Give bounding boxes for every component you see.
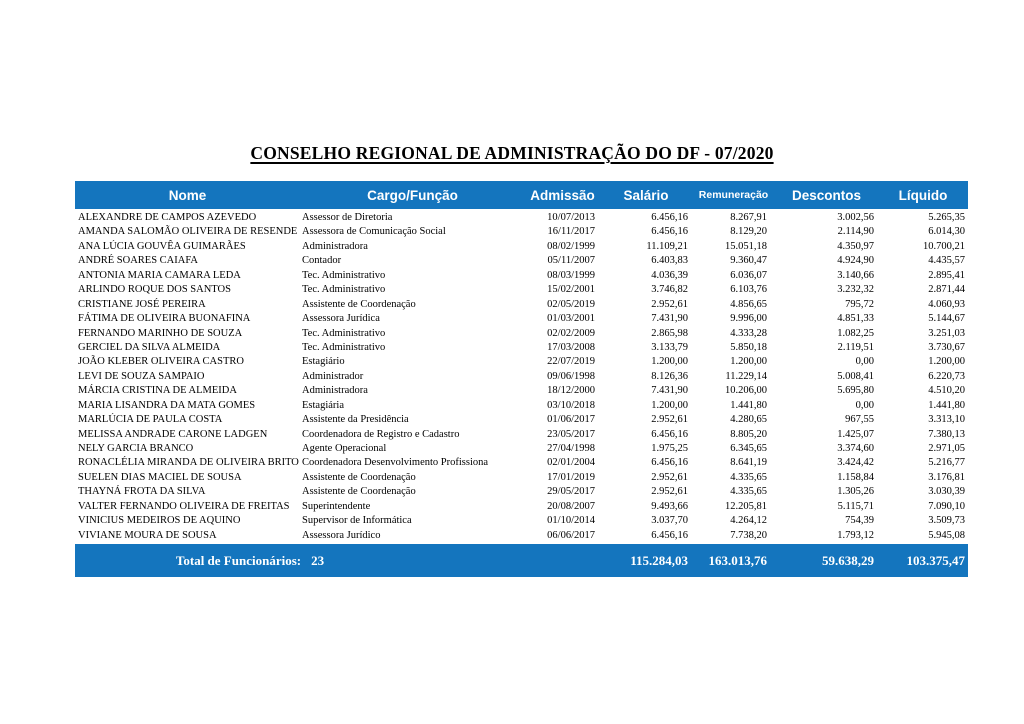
cell-descontos: 1.425,07 — [837, 428, 874, 440]
cell-admissao: 02/05/2019 — [547, 298, 595, 310]
table-row — [75, 399, 968, 413]
cell-descontos: 0,00 — [855, 399, 874, 411]
table-row — [75, 456, 968, 470]
cell-liquido: 4.510,20 — [928, 385, 965, 397]
cell-nome: ANDRÉ SOARES CAIAFA — [78, 255, 198, 267]
cell-cargo-funcao: Estagiário — [302, 356, 345, 368]
cell-remuneracao: 4.335,65 — [730, 486, 767, 498]
cell-nome: GERCIEL DA SILVA ALMEIDA — [78, 341, 221, 353]
cell-liquido: 3.251,03 — [928, 327, 965, 339]
cell-nome: THAYNÁ FROTA DA SILVA — [78, 486, 206, 498]
cell-nome: MARIA LISANDRA DA MATA GOMES — [78, 399, 256, 411]
cell-liquido: 2.895,41 — [928, 269, 965, 281]
cell-nome: VALTER FERNANDO OLIVEIRA DE FREITAS — [78, 500, 290, 512]
table-row — [75, 471, 968, 485]
cell-cargo-funcao: Assessora de Comunicação Social — [302, 226, 446, 238]
cell-nome: MELISSA ANDRADE CARONE LADGEN — [78, 428, 268, 440]
column-header-remuneracao: Remuneração — [698, 189, 769, 201]
cell-salario: 2.952,61 — [651, 486, 688, 498]
cell-cargo-funcao: Assistente de Coordenação — [302, 486, 416, 498]
column-header-nome: Nome — [168, 187, 207, 203]
table-row — [75, 428, 968, 442]
cell-cargo-funcao: Assistente de Coordenação — [302, 298, 416, 310]
cell-salario: 7.431,90 — [651, 385, 688, 397]
cell-descontos: 3.232,32 — [837, 284, 874, 296]
cell-admissao: 01/03/2001 — [547, 313, 595, 325]
cell-admissao: 03/10/2018 — [547, 399, 595, 411]
cell-liquido: 10.700,21 — [923, 240, 965, 252]
table-row — [75, 269, 968, 283]
cell-salario: 2.952,61 — [651, 414, 688, 426]
table-row — [75, 341, 968, 355]
cell-descontos: 754,39 — [845, 515, 874, 527]
cell-admissao: 05/11/2007 — [547, 255, 595, 267]
cell-cargo-funcao: Tec. Administrativo — [302, 327, 386, 339]
cell-admissao: 17/01/2019 — [547, 471, 595, 483]
cell-admissao: 09/06/1998 — [547, 370, 595, 382]
cell-admissao: 15/02/2001 — [547, 284, 595, 296]
cell-nome: ANTONIA MARIA CAMARA LEDA — [78, 269, 241, 281]
page-title: CONSELHO REGIONAL DE ADMINISTRAÇÃO DO DF - 07/2020 — [250, 143, 774, 163]
cell-liquido: 3.730,67 — [928, 341, 965, 353]
cell-salario: 4.036,39 — [651, 269, 688, 281]
cell-descontos: 2.114,90 — [837, 226, 874, 238]
cell-remuneracao: 1.200,00 — [730, 356, 767, 368]
cell-liquido: 3.313,10 — [928, 414, 965, 426]
footer-total-descontos: 59.638,29 — [822, 552, 874, 568]
cell-admissao: 27/04/1998 — [547, 443, 595, 454]
cell-descontos: 3.424,42 — [837, 457, 874, 469]
cell-nome: ALEXANDRE DE CAMPOS AZEVEDO — [78, 212, 257, 223]
cell-liquido: 5.945,08 — [928, 529, 965, 541]
cell-nome: VIVIANE MOURA DE SOUSA — [78, 529, 217, 541]
cell-liquido: 4.060,93 — [928, 298, 965, 310]
cell-remuneracao: 7.738,20 — [730, 529, 767, 541]
cell-admissao: 16/11/2017 — [547, 226, 595, 238]
total-funcionarios-label — [75, 553, 525, 569]
table-row — [75, 298, 968, 312]
cell-liquido: 2.871,44 — [928, 284, 965, 296]
cell-admissao: 17/03/2008 — [547, 341, 595, 353]
cell-salario: 7.431,90 — [651, 313, 688, 325]
cell-descontos: 795,72 — [845, 298, 874, 310]
cell-nome: AMANDA SALOMÃO OLIVEIRA DE RESENDE — [78, 226, 298, 238]
cell-nome: NELY GARCIA BRANCO — [78, 443, 194, 454]
table-row — [75, 500, 968, 514]
cell-admissao: 08/03/1999 — [547, 269, 595, 281]
cell-admissao: 18/12/2000 — [547, 385, 595, 397]
cell-descontos: 5.695,80 — [837, 385, 874, 397]
cell-admissao: 10/07/2013 — [547, 212, 595, 223]
cell-cargo-funcao: Assessora Jurídico — [302, 529, 381, 541]
cell-salario: 6.456,16 — [651, 529, 688, 541]
cell-nome: RONACLÉLIA MIRANDA DE OLIVEIRA BRITO — [78, 457, 299, 469]
cell-cargo-funcao: Assessor de Diretoria — [302, 212, 393, 223]
cell-admissao: 01/06/2017 — [547, 414, 595, 426]
table-row — [75, 211, 968, 225]
cell-liquido: 5.216,77 — [928, 457, 965, 469]
cell-cargo-funcao: Assistente da Presidência — [302, 414, 409, 426]
table-row — [75, 312, 968, 326]
cell-liquido: 3.030,39 — [928, 486, 965, 498]
cell-remuneracao: 8.641,19 — [730, 457, 767, 469]
cell-remuneracao: 6.103,76 — [730, 284, 767, 296]
cell-admissao: 02/01/2004 — [547, 457, 595, 469]
cell-descontos: 3.374,60 — [837, 443, 874, 454]
table-row — [75, 225, 968, 239]
cell-remuneracao: 5.850,18 — [730, 341, 767, 353]
cell-remuneracao: 4.335,65 — [730, 471, 767, 483]
table-body — [75, 211, 968, 543]
column-header-descontos: Descontos — [791, 187, 862, 203]
cell-nome: LEVI DE SOUZA SAMPAIO — [78, 370, 205, 382]
cell-liquido: 3.176,81 — [928, 471, 965, 483]
cell-remuneracao: 9.996,00 — [730, 313, 767, 325]
cell-liquido: 6.014,30 — [928, 226, 965, 238]
cell-liquido: 1.200,00 — [928, 356, 965, 368]
footer-total-liquido: 103.375,47 — [906, 552, 965, 568]
cell-nome: MARLÚCIA DE PAULA COSTA — [78, 414, 223, 426]
footer-total-remuneracao: 163.013,76 — [708, 552, 767, 568]
cell-remuneracao: 12.205,81 — [725, 500, 767, 512]
cell-salario: 1.975,25 — [651, 443, 688, 454]
table-row — [75, 413, 968, 427]
cell-cargo-funcao: Coordenadora de Registro e Cadastro — [302, 428, 460, 440]
cell-descontos: 4.350,97 — [837, 240, 874, 252]
cell-cargo-funcao: Supervisor de Informática — [302, 515, 412, 527]
table-footer-row — [75, 544, 968, 577]
cell-cargo-funcao: Administrador — [302, 370, 364, 382]
cell-liquido: 4.435,57 — [928, 255, 965, 267]
cell-remuneracao: 6.345,65 — [730, 443, 767, 454]
cell-remuneracao: 10.206,00 — [725, 385, 767, 397]
cell-descontos: 3.002,56 — [837, 212, 874, 223]
column-header-salario: Salário — [623, 187, 669, 203]
cell-remuneracao: 11.229,14 — [725, 370, 767, 382]
cell-cargo-funcao: Tec. Administrativo — [302, 341, 386, 353]
cell-salario: 2.952,61 — [651, 471, 688, 483]
cell-cargo-funcao: Estagiária — [302, 399, 344, 411]
cell-liquido: 3.509,73 — [928, 515, 965, 527]
cell-admissao: 29/05/2017 — [547, 486, 595, 498]
footer-total-salario: 115.284,03 — [630, 552, 688, 568]
cell-cargo-funcao: Administradora — [302, 240, 368, 252]
cell-admissao: 01/10/2014 — [547, 515, 595, 527]
cell-salario: 9.493,66 — [651, 500, 688, 512]
table-row — [75, 240, 968, 254]
table-row — [75, 442, 968, 456]
cell-cargo-funcao: Administradora — [302, 385, 368, 397]
cell-salario: 1.200,00 — [651, 356, 688, 368]
cell-salario: 2.952,61 — [651, 298, 688, 310]
cell-liquido: 1.441,80 — [928, 399, 965, 411]
cell-descontos: 2.119,51 — [837, 341, 874, 353]
cell-nome: CRISTIANE JOSÉ PEREIRA — [78, 298, 206, 310]
cell-remuneracao: 9.360,47 — [730, 255, 767, 267]
cell-nome: ARLINDO ROQUE DOS SANTOS — [78, 284, 231, 296]
cell-remuneracao: 4.264,12 — [730, 515, 767, 527]
cell-salario: 8.126,36 — [651, 370, 688, 382]
cell-liquido: 5.265,35 — [928, 212, 965, 223]
table-row — [75, 384, 968, 398]
cell-cargo-funcao: Tec. Administrativo — [302, 284, 386, 296]
cell-cargo-funcao: Tec. Administrativo — [302, 269, 386, 281]
table-header-row — [75, 181, 968, 209]
cell-remuneracao: 4.280,65 — [730, 414, 767, 426]
cell-admissao: 08/02/1999 — [547, 240, 595, 252]
cell-remuneracao: 8.129,20 — [730, 226, 767, 238]
payroll-table — [75, 181, 968, 577]
cell-nome: FERNANDO MARINHO DE SOUZA — [78, 327, 243, 339]
cell-remuneracao: 1.441,80 — [730, 399, 767, 411]
cell-nome: JOÃO KLEBER OLIVEIRA CASTRO — [78, 356, 244, 368]
table-row — [75, 283, 968, 297]
cell-salario: 6.456,16 — [651, 457, 688, 469]
cell-cargo-funcao: Assessora Jurídica — [302, 313, 380, 325]
cell-remuneracao: 15.051,18 — [725, 240, 767, 252]
cell-cargo-funcao: Assistente de Coordenação — [302, 471, 416, 483]
total-funcionarios-count: 23 — [311, 552, 325, 568]
table-row — [75, 514, 968, 528]
cell-remuneracao: 8.267,91 — [730, 212, 767, 223]
cell-cargo-funcao: Agente Operacional — [302, 443, 387, 454]
cell-remuneracao: 4.856,65 — [730, 298, 767, 310]
cell-salario: 3.133,79 — [651, 341, 688, 353]
cell-remuneracao: 6.036,07 — [730, 269, 767, 281]
column-header-liquido: Líquido — [898, 187, 948, 203]
cell-salario: 3.037,70 — [651, 515, 688, 527]
cell-descontos: 3.140,66 — [837, 269, 874, 281]
cell-admissao: 06/06/2017 — [547, 529, 595, 541]
cell-descontos: 0,00 — [855, 356, 874, 368]
cell-liquido: 2.971,05 — [928, 443, 965, 454]
cell-admissao: 02/02/2009 — [547, 327, 595, 339]
column-header-cargo-funcao: Cargo/Função — [367, 187, 458, 203]
cell-salario: 6.456,16 — [651, 212, 688, 223]
cell-descontos: 1.082,25 — [837, 327, 874, 339]
cell-salario: 6.456,16 — [651, 428, 688, 440]
cell-salario: 11.109,21 — [646, 240, 688, 252]
table-row — [75, 370, 968, 384]
cell-nome: SUELEN DIAS MACIEL DE SOUSA — [78, 471, 242, 483]
cell-nome: MÁRCIA CRISTINA DE ALMEIDA — [78, 385, 237, 397]
cell-descontos: 5.115,71 — [837, 500, 874, 512]
cell-descontos: 4.851,33 — [837, 313, 874, 325]
table-row — [75, 355, 968, 369]
cell-salario: 3.746,82 — [651, 284, 688, 296]
table-row — [75, 254, 968, 268]
cell-liquido: 7.380,13 — [928, 428, 965, 440]
cell-cargo-funcao: Superintendente — [302, 500, 371, 512]
cell-salario: 6.456,16 — [651, 226, 688, 238]
cell-salario: 6.403,83 — [651, 255, 688, 267]
cell-cargo-funcao: Coordenadora Desenvolvimento Profissiona — [302, 457, 489, 469]
cell-cargo-funcao: Contador — [302, 255, 342, 267]
cell-admissao: 23/05/2017 — [547, 428, 595, 440]
column-header-admissao: Admissão — [530, 187, 595, 203]
cell-descontos: 1.305,26 — [837, 486, 874, 498]
table-row — [75, 327, 968, 341]
cell-salario: 1.200,00 — [651, 399, 688, 411]
cell-remuneracao: 4.333,28 — [730, 327, 767, 339]
cell-descontos: 4.924,90 — [837, 255, 874, 267]
cell-descontos: 1.793,12 — [837, 529, 874, 541]
cell-descontos: 1.158,84 — [837, 471, 874, 483]
cell-descontos: 5.008,41 — [837, 370, 874, 382]
cell-liquido: 6.220,73 — [928, 370, 965, 382]
cell-admissao: 22/07/2019 — [547, 356, 595, 368]
cell-salario: 2.865,98 — [651, 327, 688, 339]
cell-remuneracao: 8.805,20 — [730, 428, 767, 440]
total-label-text: Total de Funcionários: — [175, 552, 302, 568]
cell-nome: ANA LÚCIA GOUVÊA GUIMARÃES — [78, 240, 246, 252]
cell-descontos: 967,55 — [845, 414, 874, 426]
cell-nome: VINICIUS MEDEIROS DE AQUINO — [78, 515, 241, 527]
cell-liquido: 7.090,10 — [928, 500, 965, 512]
cell-liquido: 5.144,67 — [928, 313, 965, 325]
table-row — [75, 485, 968, 499]
cell-nome: FÁTIMA DE OLIVEIRA BUONAFINA — [78, 313, 251, 325]
cell-admissao: 20/08/2007 — [547, 500, 595, 512]
table-row — [75, 529, 968, 543]
